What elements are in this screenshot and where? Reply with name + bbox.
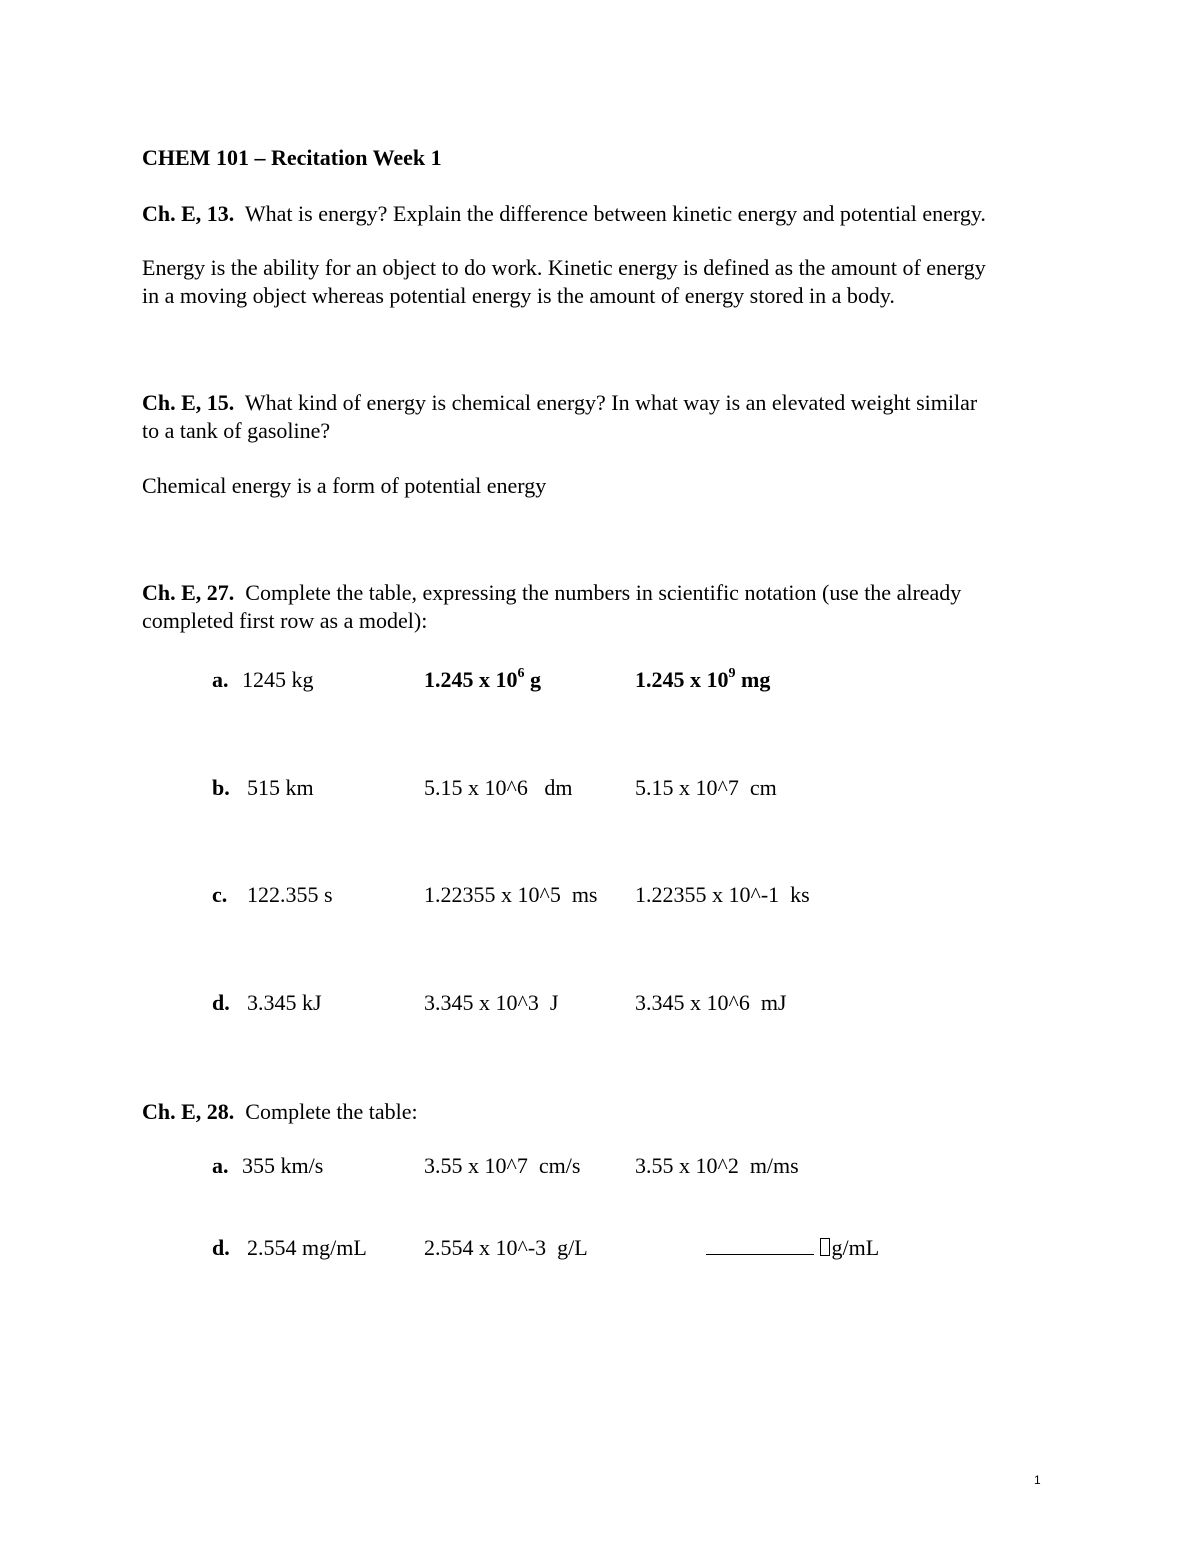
page-number: 1 (1034, 1473, 1041, 1487)
question-15-text-line-1: What kind of energy is chemical energy? In what way is an elevated weight similar (244, 390, 978, 415)
question-27-text-line-1: Complete the table, expressing the numbers in scientific notation (use the already (245, 580, 962, 605)
q27-row-a-col2-base: 1.245 x 10 (424, 667, 518, 692)
q27-row-c-letter: c. (212, 882, 228, 907)
q27-row-c-col2: 1.22355 x 10^5 ms (424, 882, 598, 907)
question-28 (142, 1098, 418, 1126)
q28-row-d-letter: d. (212, 1235, 230, 1260)
page-title: CHEM 101 – Recitation Week 1 (142, 145, 442, 170)
question-27 (142, 579, 961, 607)
question-13-text: What is energy? Explain the difference between kinetic energy and potential energy. (244, 201, 986, 226)
q28-row-d-col3-unit: g/mL (831, 1235, 880, 1260)
missing-glyph-box (820, 1238, 830, 1256)
question-13 (142, 200, 986, 228)
q27-row-a-col3-base: 1.245 x 10 (635, 667, 729, 692)
q27-row-b-col2: 5.15 x 10^6 dm (424, 775, 573, 800)
q28-row-a-given: 355 km/s (242, 1153, 324, 1178)
q27-row-a-col2-unit: g (524, 667, 541, 692)
q28-row-a-col2: 3.55 x 10^7 cm/s (424, 1153, 581, 1178)
question-13-label: Ch. E, 13. (142, 201, 235, 226)
question-28-label: Ch. E, 28. (142, 1099, 235, 1124)
answer-13-line-2: in a moving object whereas potential energy is the amount of energy stored in a body. (142, 283, 895, 308)
q27-row-a-col3 (635, 666, 770, 694)
q27-row-d-col3: 3.345 x 10^6 mJ (635, 990, 787, 1015)
question-28-text: Complete the table: (245, 1099, 418, 1124)
q27-row-b-letter: b. (212, 775, 230, 800)
question-15-text-line-2: to a tank of gasoline? (142, 418, 331, 443)
q27-row-a-given: 1245 kg (242, 667, 314, 692)
q28-row-a-letter: a. (212, 1153, 229, 1178)
q28-row-d-col3 (706, 1234, 879, 1262)
question-15 (142, 389, 977, 417)
question-27-label: Ch. E, 27. (142, 580, 235, 605)
answer-15: Chemical energy is a form of potential energy (142, 473, 547, 498)
q27-row-a-letter: a. (212, 667, 229, 692)
q27-row-b-col3: 5.15 x 10^7 cm (635, 775, 777, 800)
q27-row-a-col3-exponent: 9 (728, 665, 736, 681)
answer-blank-line (706, 1234, 814, 1255)
q27-row-c-given: 122.355 s (247, 882, 333, 907)
q28-row-a-col3: 3.55 x 10^2 m/ms (635, 1153, 799, 1178)
q27-row-b-given: 515 km (247, 775, 314, 800)
q27-row-a-col2 (424, 666, 541, 694)
q27-row-c-col3: 1.22355 x 10^-1 ks (635, 882, 810, 907)
q27-row-d-col2: 3.345 x 10^3 J (424, 990, 559, 1015)
question-15-label: Ch. E, 15. (142, 390, 235, 415)
q27-row-d-given: 3.345 kJ (247, 990, 322, 1015)
answer-13-line-1: Energy is the ability for an object to do work. Kinetic energy is defined as the amount of energy (142, 255, 986, 280)
q28-row-d-given: 2.554 mg/mL (247, 1235, 367, 1260)
question-27-text-line-2: completed first row as a model): (142, 608, 428, 633)
q27-row-a-col3-unit: mg (735, 667, 771, 692)
q27-row-d-letter: d. (212, 990, 230, 1015)
q28-row-d-col2: 2.554 x 10^-3 g/L (424, 1235, 588, 1260)
q27-row-a-col2-exponent: 6 (517, 665, 525, 681)
